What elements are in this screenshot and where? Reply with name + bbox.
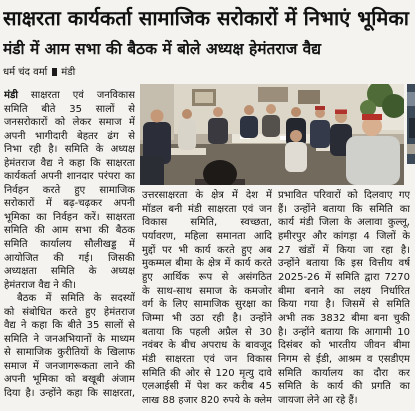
article-column: [142, 189, 272, 408]
text-line: बीमा बनाने का लक्ष्य निर्धारित: [278, 285, 410, 297]
news-photo: [140, 84, 404, 185]
text-line: 27 खंडों में किया जा रहा है।: [278, 244, 410, 256]
text-line: भूमिका का निर्वहन करें। साक्षरता: [4, 211, 135, 223]
cap: [362, 114, 382, 120]
dateline: मंडी: [4, 90, 18, 101]
cap: [335, 110, 347, 115]
text-line: है। उन्होंने बताया कि आगामी 10: [278, 326, 410, 338]
article-column: [278, 189, 410, 408]
text-line: पर्यावरण, महिला समानता आदि: [142, 230, 272, 242]
text-line: अपनी भागीदारी बेहतर ढंग से: [4, 130, 135, 142]
paragraph: [142, 189, 272, 408]
text-line: आयोजित की गई। जिसकी: [4, 252, 135, 264]
text-line: उत्तरसाक्षरता के क्षेत्र में देश में: [142, 190, 272, 201]
text-line: एलआईसी में पेश कर करीब 45: [142, 381, 272, 393]
text-line: वर्ग के लिए सामाजिक सुरक्षा का: [142, 299, 272, 311]
text-line: सरोकारों में बढ़-चढ़कर अपनी: [4, 198, 135, 210]
text-line: [4, 89, 135, 103]
paragraph: [4, 89, 135, 292]
text-line: प्रभावित परिवारों को दिलवाए गए: [278, 190, 410, 201]
text-line: हैं। उन्होंने बताया कि समिति का: [278, 203, 410, 215]
byline-separator: [52, 68, 57, 76]
text-line: समिति की आम सभा की बैठक: [4, 225, 135, 237]
text-line: दिया है। उन्होंने कहा कि साक्षरता,: [4, 388, 135, 400]
text-line: निर्वहन करते हुए सामाजिक: [4, 184, 135, 196]
text-line: वैद्य ने कहा कि बीते 35 सालों से: [4, 320, 135, 332]
text-line: विकास समिति, स्वच्छता,: [142, 217, 272, 229]
text-line: हेमंतराज वैद्य ने कहा कि साक्षरता: [4, 157, 135, 169]
text-line: समिति कार्यालय सौलीखड्ड में: [4, 239, 135, 251]
text-line: लाख 88 हजार 820 रुपये के क्लेम: [142, 394, 272, 406]
article-column: [4, 89, 135, 401]
headline: साक्षरता कार्यकर्ता सामाजिक सरोकारों में निभाएं भूमिका: [3, 6, 409, 30]
text-line: से सामाजिक कुरीतियों के खिलाफ: [4, 347, 135, 359]
text-line: को संबोधित करते हुए हेमंतराज: [4, 306, 135, 318]
text-line: उन्होंने बताया कि इस वित्तीय वर्ष: [278, 258, 410, 270]
text-line: मुद्दों पर भी कार्य करते हुए अब: [142, 244, 272, 256]
text-line: कार्य मंडी जिला के अलावा कुल्लू,: [278, 217, 410, 229]
meeting-photo-scene: [140, 84, 404, 185]
text-line: अध्यक्षता समिति के अध्यक्ष: [4, 266, 135, 278]
byline-author: धर्म चंद वर्मा: [3, 67, 48, 78]
text-line: नवंबर के बीच अपराध के बावजूद: [142, 340, 272, 352]
text-line: बताया कि पहली अप्रैल से 30: [142, 326, 272, 338]
text-line: मॉडल बनी मंडी साक्षरता एवं जन: [142, 203, 272, 215]
text-line: निगम से ईडी, आश्रम व एसडीएम: [278, 353, 410, 365]
text-line: जायजा लेने आ रहे हैं।: [278, 394, 358, 406]
text-line: समिति की ओर से 120 मृत्यु दावे: [142, 367, 272, 379]
text-line: किया गया है। जिसमें से समिति: [278, 299, 410, 311]
text-line: हुए आर्थिक रूप से असंगठित: [142, 271, 272, 283]
text-line: समाज में जनजागरूकता लाने की: [4, 360, 135, 372]
person-figure: [140, 156, 164, 185]
text-line: समिति ने जनअभियानों के माध्यम: [4, 333, 135, 345]
text-line: अभी तक 3832 बीमा बना चुकी: [278, 312, 410, 324]
text-line: जनसरोकारों को लेकर समाज में: [4, 117, 135, 129]
text-line: हेमंतराज वैद्य ने की।: [4, 279, 77, 291]
text-line: हमीरपुर और कांगड़ा 4 जिलों के: [278, 230, 410, 242]
text-line: समिति कार्यालय का दौरा कर: [278, 367, 410, 379]
text-line: 2025-26 में समिति द्वारा 7270: [278, 271, 410, 283]
text-line: दिसंबर को भारतीय जीवन बीमा: [278, 340, 410, 352]
text-line: मुकम्मल बीमा के क्षेत्र में कार्य करते: [142, 258, 272, 270]
adjacent-photo-scene: [407, 84, 415, 164]
text-line: निभा रही है। समिति के अध्यक्ष: [4, 144, 135, 156]
subheadline: मंडी में आम सभा की बैठक में बोले अध्यक्ष हेमंतराज वैद्य: [3, 40, 321, 58]
adjacent-photo-edge: [407, 84, 415, 164]
line-text: साक्षरता एवं जनविकास: [30, 90, 135, 101]
cap: [315, 106, 325, 110]
text-line: कार्यकर्ता अपनी शानदार परंपरा का: [4, 171, 135, 183]
text-line: मंडी साक्षरता एवं जन विकास: [142, 353, 272, 365]
byline-place: मंडी: [61, 67, 76, 78]
byline: [3, 65, 153, 81]
text-line: समिति बीते 35 सालों से: [4, 103, 135, 115]
paragraph: [278, 189, 410, 408]
paragraph: [4, 292, 135, 400]
text-line: के साथ-साथ समाज के कमजोर: [142, 285, 272, 297]
text-line: अपनी भूमिका को बखूबी अंजाम: [4, 374, 135, 386]
text-line: बैठक में समिति के सदस्यों: [17, 293, 135, 305]
text-line: जिम्मा भी उठा रही है। उन्होंने: [142, 312, 272, 324]
text-line: समिति के कार्य की प्रगति का: [278, 381, 410, 393]
